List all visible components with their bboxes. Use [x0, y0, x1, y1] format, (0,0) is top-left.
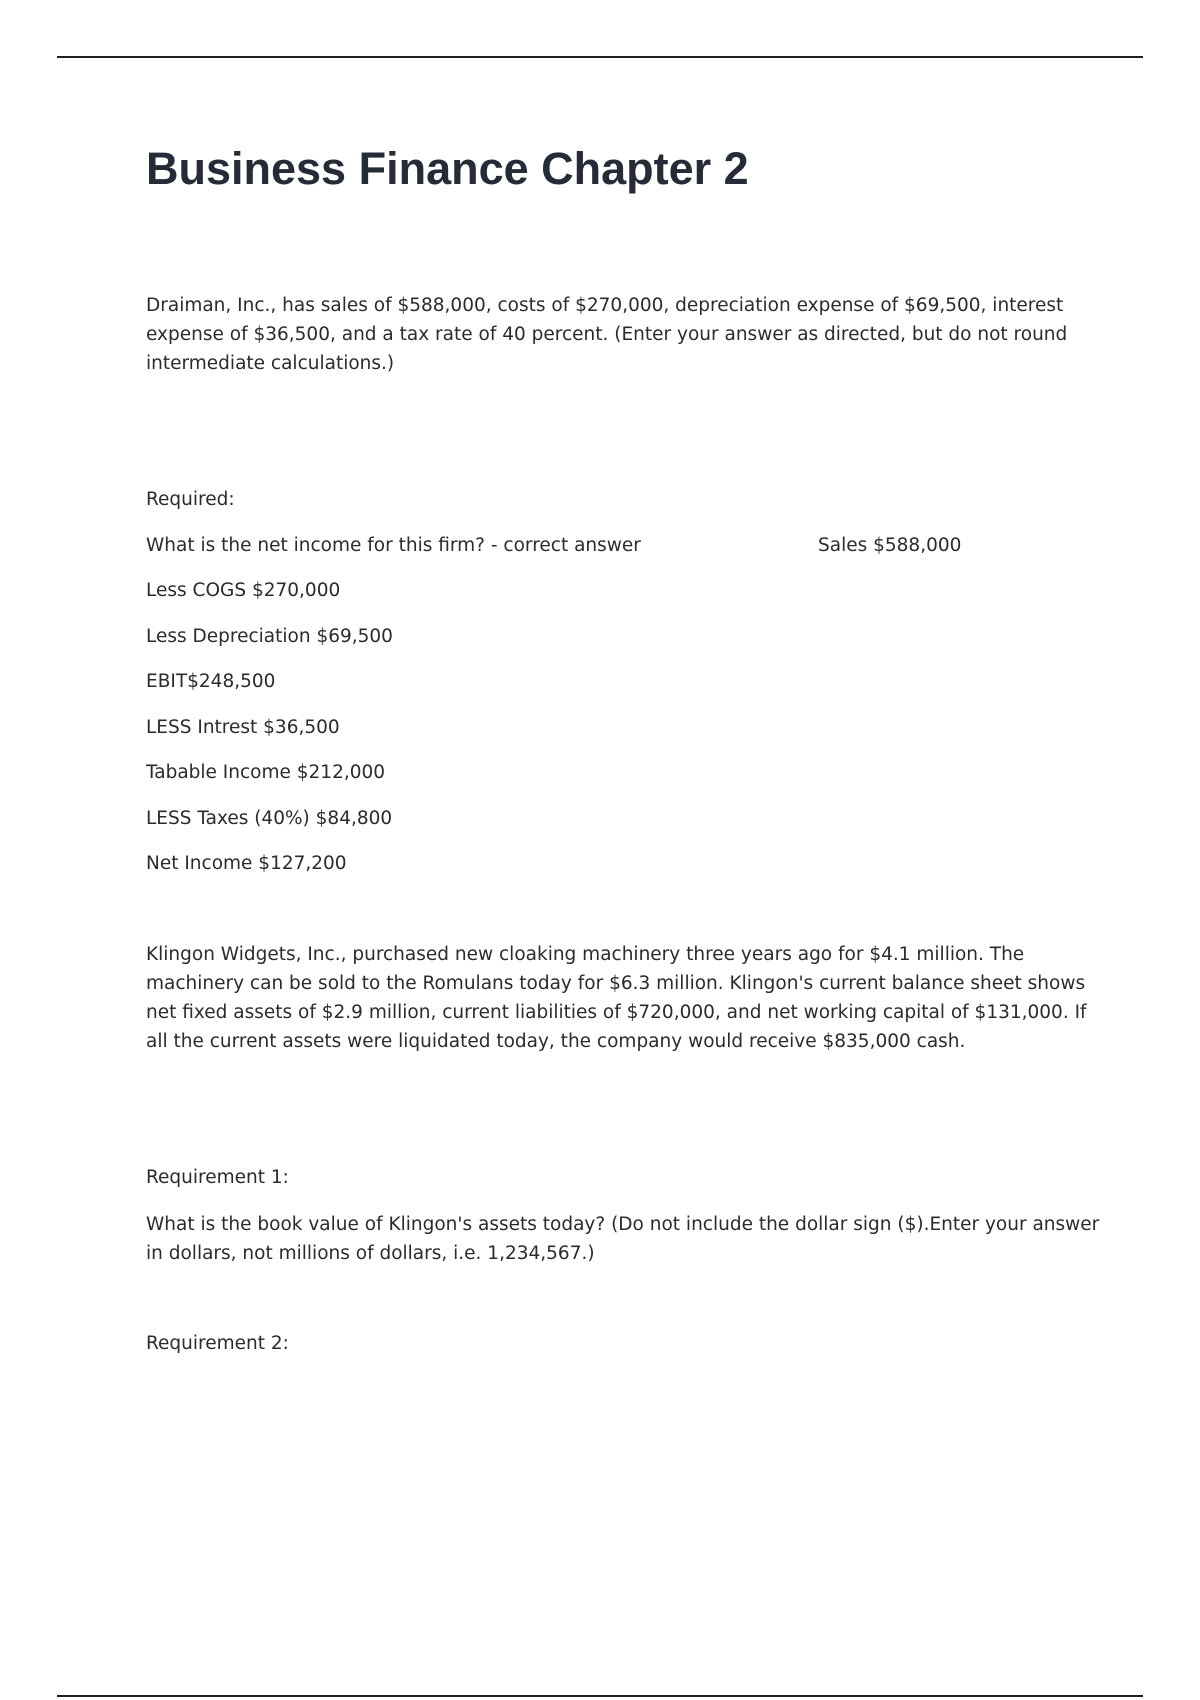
- requirement1-text: What is the book value of Klingon's assets today? (Do not include the dollar sign ($).Enter your answer in dollars, not millions of dollars, i.e. 1,234,567.): [146, 1214, 1100, 1264]
- top-rule: [57, 56, 1143, 58]
- requirement2-label: Requirement 2:: [146, 1333, 289, 1354]
- problem1-text: Draiman, Inc., has sales of $588,000, costs of $270,000, depreciation expense of $69,500, interest expense of $36,500, and a tax rate of 40 percent. (Enter your answer as directed, but do not round intermediate calculations.): [146, 295, 1068, 374]
- problem1-required-label: Required:: [146, 489, 235, 510]
- problem2-text: Klingon Widgets, Inc., purchased new cloaking machinery three years ago for $4.1 million. The machinery can be sold to the Romulans today for $6.3 million. Klingon's current balance sheet shows net fixed assets of $2.9 million, current liabilities of $720,000, and net working capital of $131,000. If all the current assets were liquidated today, the company would receive $835,000 cash.: [146, 944, 1087, 1052]
- answer-net-income: Net Income $127,200: [146, 853, 347, 874]
- problem1-question-row: [146, 534, 1106, 558]
- answer-taxable-income: Tabable Income $212,000: [146, 762, 386, 783]
- bottom-rule: [57, 1695, 1143, 1697]
- answer-less-depreciation: Less Depreciation $69,500: [146, 626, 393, 647]
- requirement1-label: Requirement 1:: [146, 1167, 289, 1188]
- answer-less-taxes: LESS Taxes (40%) $84,800: [146, 808, 393, 829]
- answer-sales: Sales $588,000: [818, 535, 962, 556]
- document-title: Business Finance Chapter 2: [146, 143, 749, 194]
- problem1-question: What is the net income for this firm? - correct answer: [146, 535, 641, 556]
- answer-less-interest: LESS Intrest $36,500: [146, 717, 340, 738]
- answer-ebit: EBIT$248,500: [146, 671, 276, 692]
- answer-less-cogs: Less COGS $270,000: [146, 580, 341, 601]
